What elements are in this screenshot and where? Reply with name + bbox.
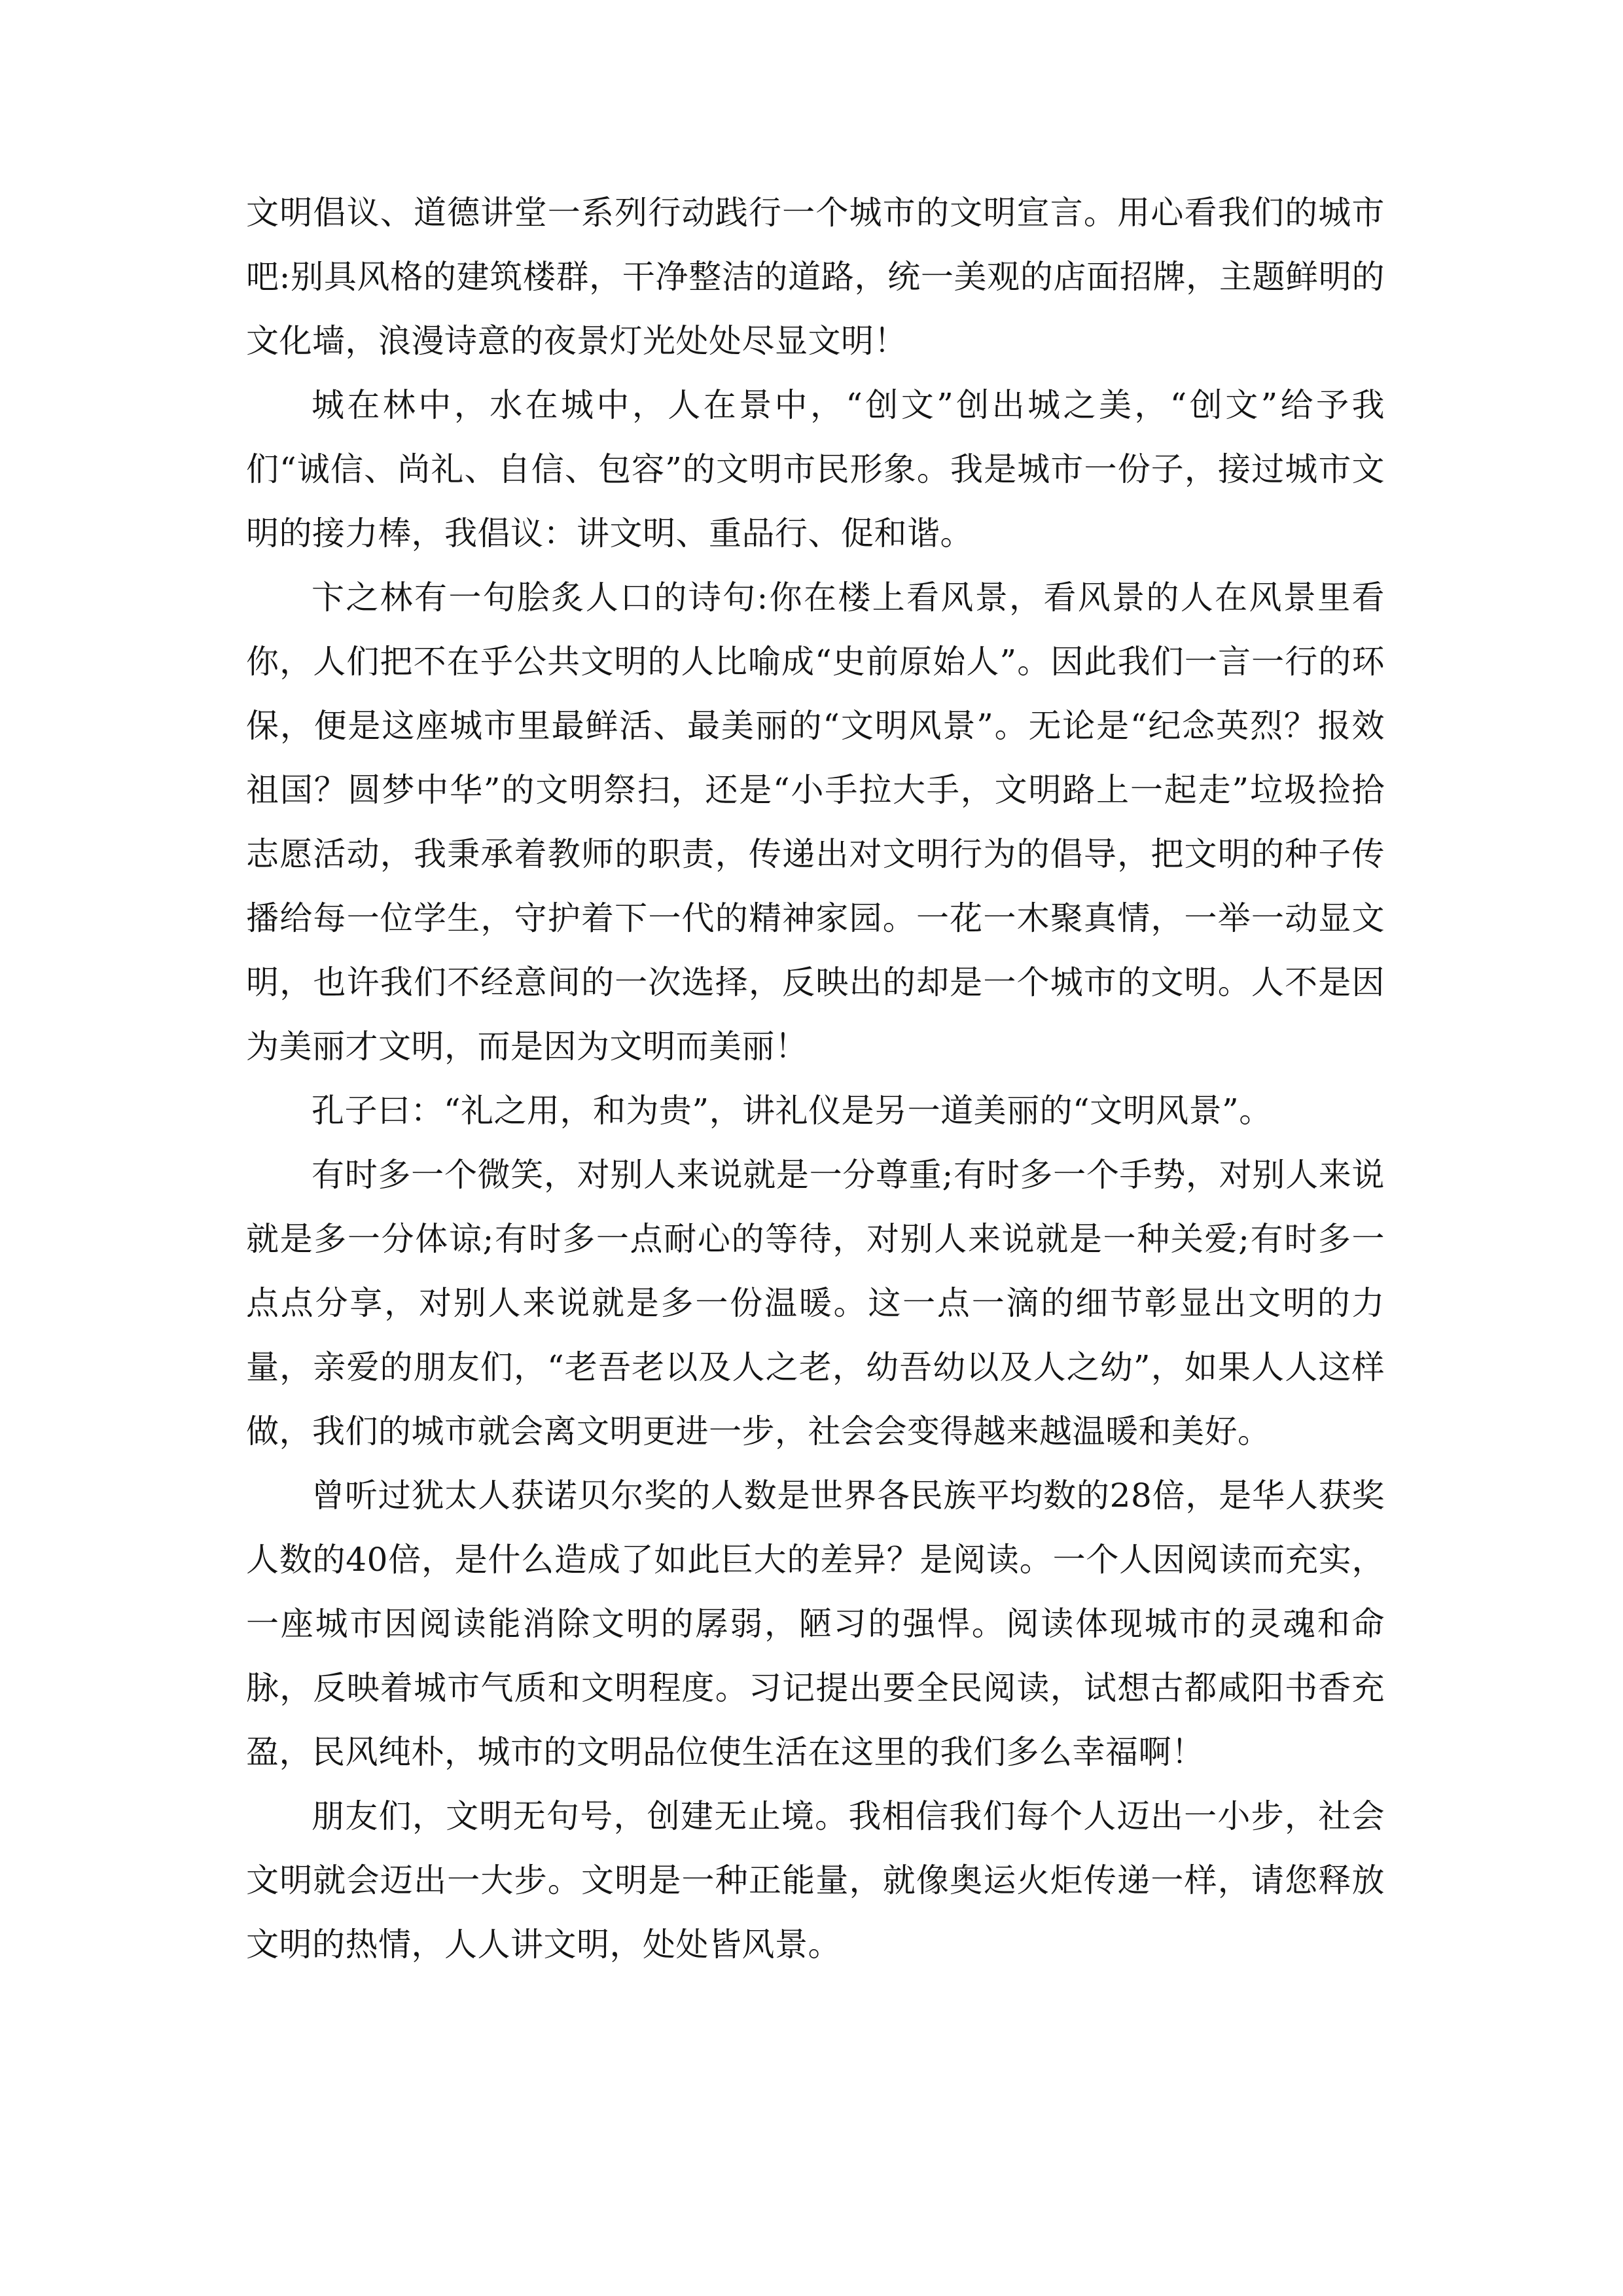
paragraph-1: 文明倡议、道德讲堂一系列行动践行一个城市的文明宣言。用心看我们的城市吧:别具风格的建筑楼群，干净整洁的道路，统一美观的店面招牌，主题鲜明的文化墙，浪漫诗意的夜景灯光处处尽显文明！ [246,194,1385,360]
paragraph-2: 城在林中，水在城中，人在景中，“创文”创出城之美，“创文”给予我们“诚信、尚礼、自信、包容”的文明市民形象。我是城市一份子，接过城市文明的接力棒，我倡议：讲文明、重品行、促和谐。 [246,386,1385,552]
paragraph-3: 卞之林有一句脍炙人口的诗句:你在楼上看风景，看风景的人在风景里看你，人们把不在乎公共文明的人比喻成“史前原始人”。因此我们一言一行的环保，便是这座城市里最鲜活、最美丽的“文明风景”。无论是“纪念英烈？报效祖国？圆梦中华”的文明祭扫，还是“小手拉大手，文明路上一起走”垃圾捡拾志愿活动，我秉承着教师的职责，传递出对文明行为的倡导，把文明的种子传播给每一位学生，守护着下一代的精神家园。一花一木聚真情，一举一动显文明，也许我们不经意间的一次选择，反映出的却是一个城市的文明。人不是因为美丽才文明，而是因为文明而美丽！ [246,579,1385,1066]
paragraph-5: 有时多一个微笑，对别人来说就是一分尊重;有时多一个手势，对别人来说就是多一分体谅;有时多一点耐心的等待，对别人来说就是一种关爱;有时多一点点分享，对别人来说就是多一份温暖。这一点一滴的细节彰显出文明的力量，亲爱的朋友们，“老吾老以及人之老，幼吾幼以及人之幼”，如果人人这样做，我们的城市就会离文明更进一步，社会会变得越来越温暖和美好。 [246,1156,1385,1450]
paragraph-6: 曾听过犹太人获诺贝尔奖的人数是世界各民族平均数的28倍，是华人获奖人数的40倍，是什么造成了如此巨大的差异？是阅读。一个人因阅读而充实，一座城市因阅读能消除文明的孱弱，陋习的强悍。阅读体现城市的灵魂和命脉，反映着城市气质和文明程度。习记提出要全民阅读，试想古都咸阳书香充盈，民风纯朴，城市的文明品位使生活在这里的我们多么幸福啊！ [246,1477,1385,1771]
paragraph-4: 孔子曰：“礼之用，和为贵”，讲礼仪是另一道美丽的“文明风景”。 [312,1092,1272,1130]
document-body [246,181,1385,1977]
paragraph-7: 朋友们，文明无句号，创建无止境。我相信我们每个人迈出一小步，社会文明就会迈出一大步。文明是一种正能量，就像奥运火炬传递一样，请您释放文明的热情，人人讲文明，处处皆风景。 [246,1797,1385,1964]
